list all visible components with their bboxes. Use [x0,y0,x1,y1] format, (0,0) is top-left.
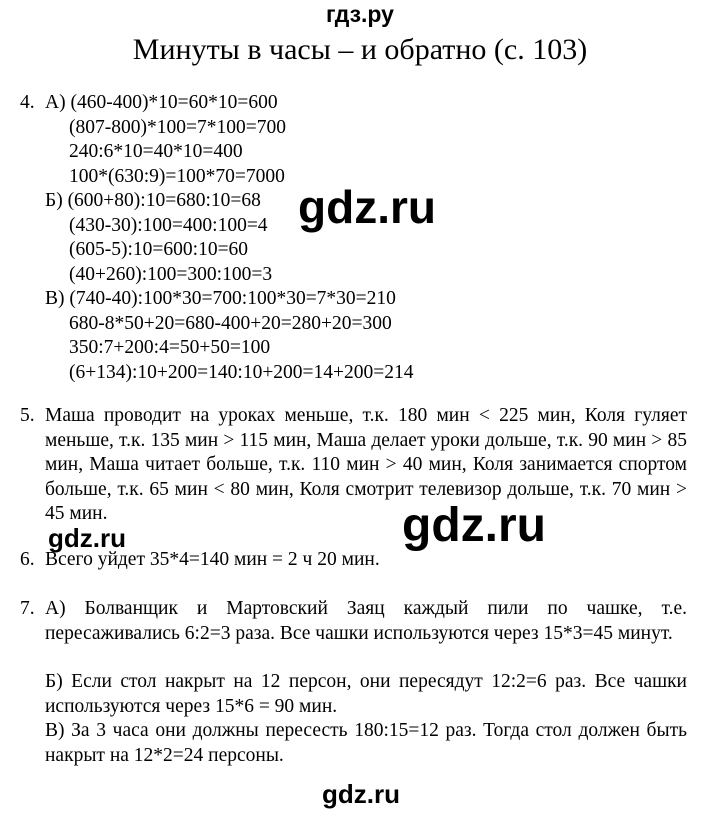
task4-line: В) (740-40):100*30=700:100*30=7*30=210 [45,288,396,309]
task4-number: 4. [20,92,35,113]
task4-solution [45,91,414,385]
task7-part-c: В) За 3 часа они должны пересесть 180:15=12 раз. Тогда стол должен быть накрыт на 12*2=24 персоны. [45,720,687,766]
task4-line: 100*(630:9)=100*70=7000 [69,165,285,187]
task7-part-b: Б) Если стол накрыт на 12 персон, они пересядут 12:2=6 раз. Все чашки используются через 15*6 = 90 мин. [45,671,687,717]
watermark: gdz.ru [48,523,126,553]
task7-part-a: А) Болванщик и Мартовский Заяц каждый пили по чашке, т.е. пересаживались 6:2=3 раза. Все чашки используются через 15*3=45 минут. [45,598,687,644]
page-title: Минуты в часы – и обратно (с. 103) [132,33,588,66]
task6-number: 6. [20,549,35,570]
task4-line: А) (460-400)*10=60*10=600 [45,92,278,113]
watermark: gdz.ru [402,499,546,552]
task5-text: Маша проводит на уроках меньше, т.к. 180 мин < 225 мин, Коля гуляет меньше, т.к. 135 мин > 115 мин, Маша делает уроки дольше, т.к. 90 мин > 85 мин, Маша читает больше, т.к. 110 мин > 40 мин, Коля занимается спортом больше, т.к. 65 мин < 80 мин, Коля смотрит телевизор дольше, т.к. 70 мин > 45 мин. [45,405,687,524]
task4-line: (430-30):100=400:100=4 [69,214,268,236]
task4-line: (807-800)*100=7*100=700 [69,116,286,138]
task4-line: Б) (600+80):10=680:10=68 [45,190,261,211]
task7-number: 7. [20,598,35,619]
task4-line: 350:7+200:4=50+50=100 [69,337,271,358]
watermark: gdz.ru [298,181,436,233]
task4-line: 680-8*50+20=680-400+20=280+20=300 [69,312,392,334]
watermark: gdz.ru [322,779,400,809]
task6-text: Всего уйдет 35*4=140 мин = 2 ч 20 мин. [45,549,380,570]
task4-line: (40+260):100=300:100=3 [69,263,273,285]
task4-line: 240:6*10=40*10=400 [69,141,243,162]
task5-number: 5. [20,405,35,426]
site-header: гдз.ру [326,1,394,27]
task4-line: (605-5):10=600:10=60 [69,239,249,260]
task4-line: (6+134):10+200=140:10+200=14+200=214 [69,361,414,383]
